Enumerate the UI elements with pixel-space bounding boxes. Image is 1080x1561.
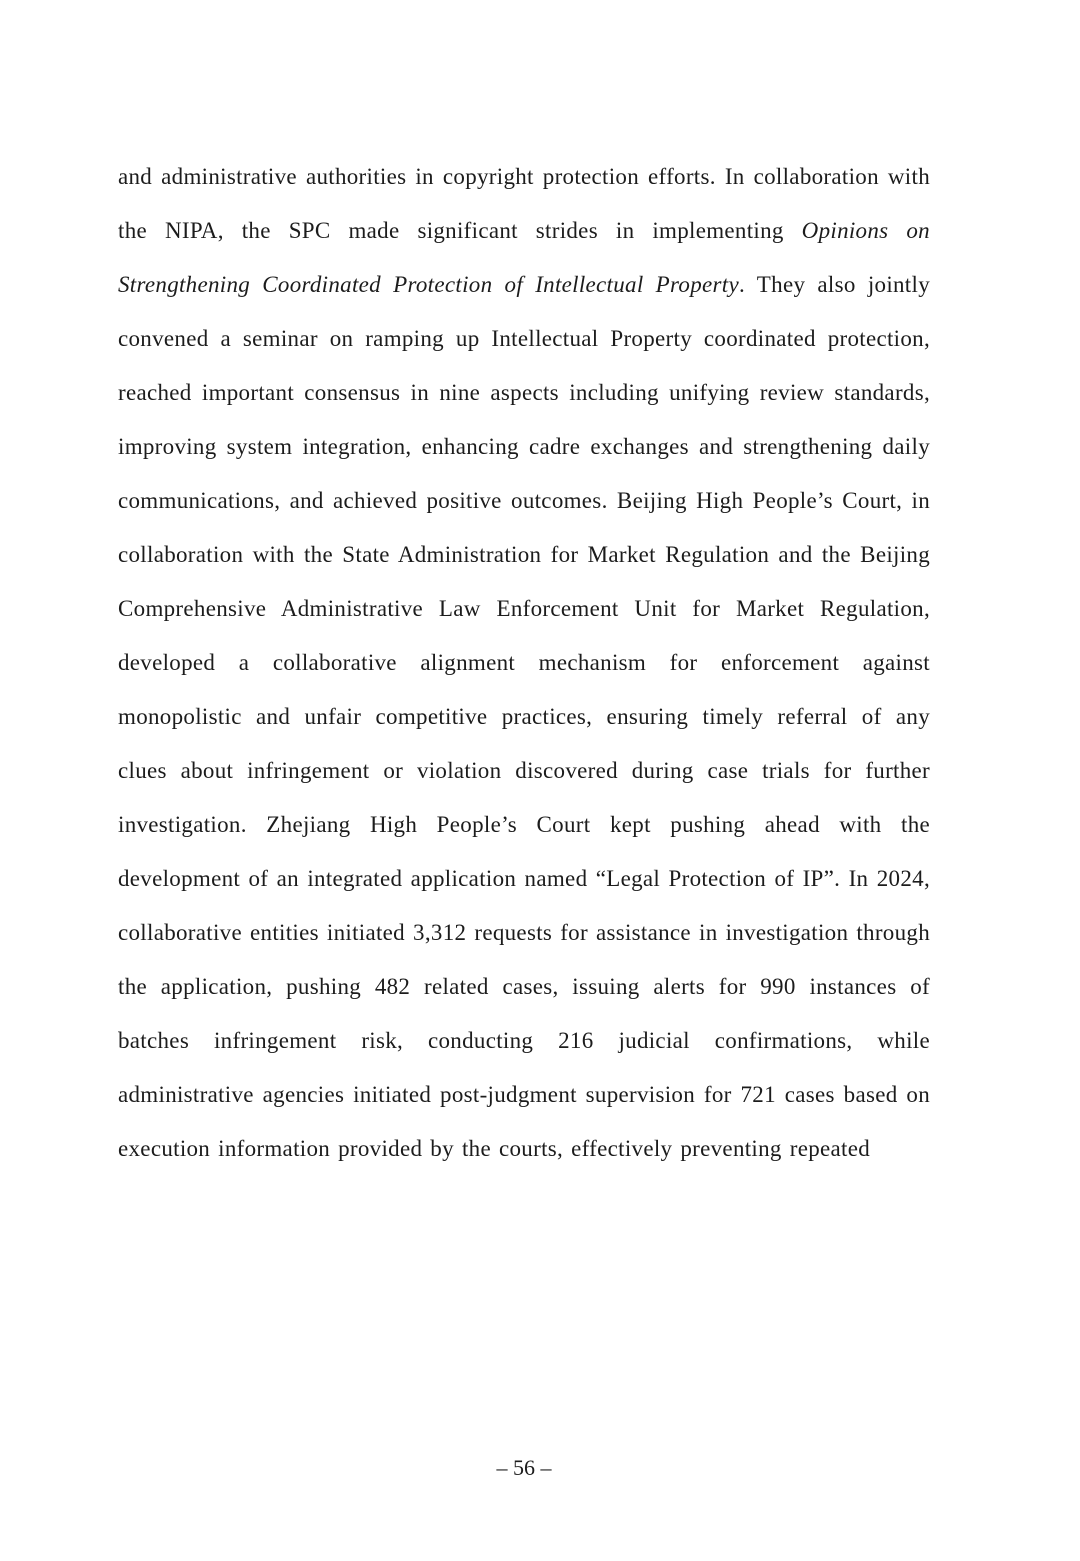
paragraph <box>118 150 930 1176</box>
body-text-block <box>118 150 930 1176</box>
text-run-body: . They also jointly convened a seminar on ramping up Intellectual Property coordinated protection, reached important consensus in nine aspects including unifying review standards, improving system integration, enhancing cadre exchanges and strengthening daily communications, and achieved positive outcomes. Beijing High People’s Court, in collaboration with the State Administration for Market Regulation and the Beijing Comprehensive Administrative Law Enforcement Unit for Market Regulation, developed a collaborative alignment mechanism for enforcement against monopolistic and unfair competitive practices, ensuring timely referral of any clues about infringement or violation discovered during case trials for further investigation. Zhejiang High People’s Court kept pushing ahead with the development of an integrated application named “Legal Protection of IP”. In 2024, collaborative entities initiated 3,312 requests for assistance in investigation through the application, pushing 482 related cases, issuing alerts for 990 instances of batches infringement risk, conducting 216 judicial confirmations, while administrative agencies initiated post-judgment supervision for 721 cases based on execution information provided by the courts, effectively preventing repeated <box>118 272 930 1161</box>
page-number: – 56 – <box>496 1455 552 1480</box>
page-footer <box>118 1455 930 1481</box>
italic-document-title-run: Opinions on Strengthening Coordinated Protection of Intellectual Property <box>118 218 930 297</box>
text-run-lead: and administrative authorities in copyright protection efforts. In collaboration with the NIPA, the SPC made significant strides in implementing <box>118 164 930 243</box>
